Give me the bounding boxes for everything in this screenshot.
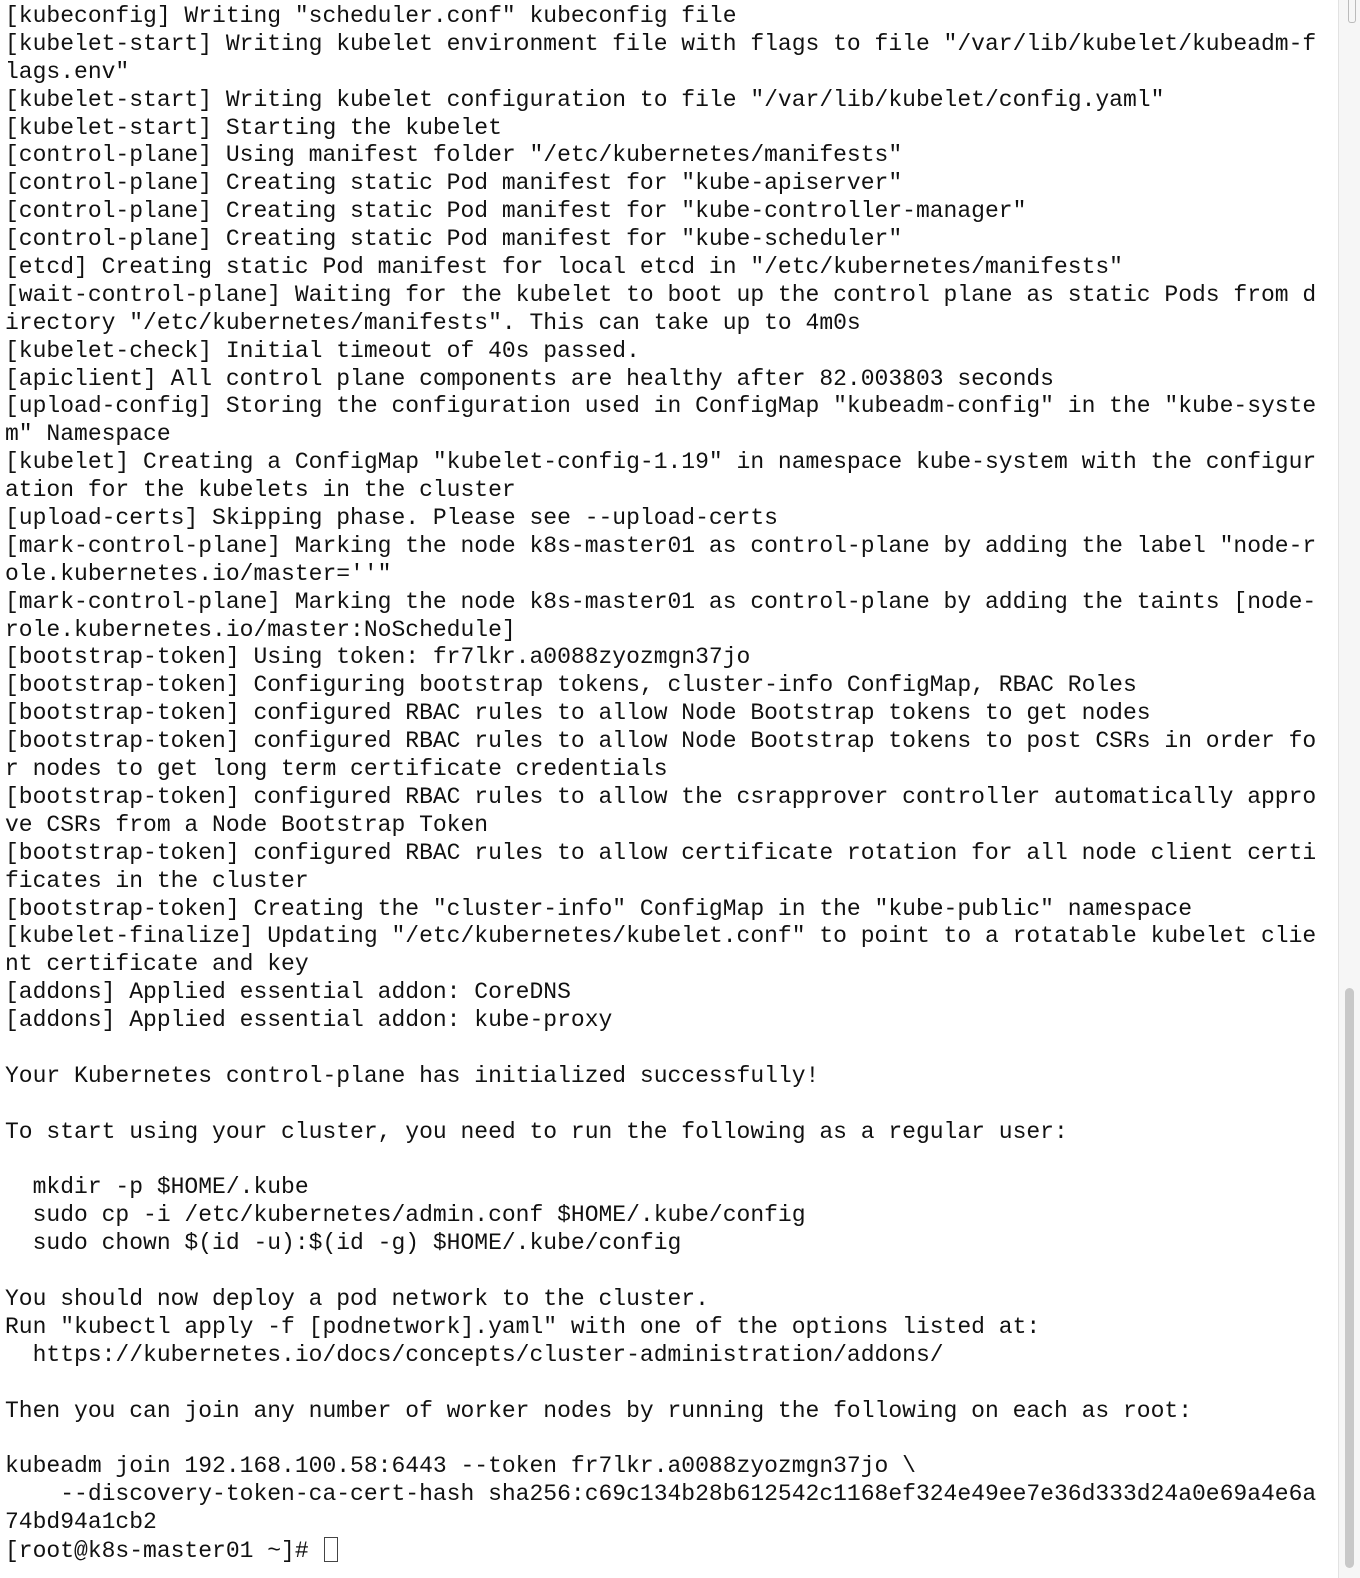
terminal-line: [kubeconfig] Writing "scheduler.conf" kubeconfig file: [5, 3, 737, 29]
terminal-line: [5, 1091, 1316, 1119]
terminal-line: To start using your cluster, you need to run the following as a regular user:: [5, 1118, 1068, 1145]
terminal-line: [control-plane] Creating static Pod manifest for "kube-apiserver": [5, 170, 903, 197]
terminal-line: [mark-control-plane] Marking the node k8s-master01 as control-plane by adding the label "node-r: [5, 532, 1317, 559]
terminal-line: ve CSRs from a Node Bootstrap Token: [5, 811, 489, 838]
terminal-line: You should now deploy a pod network to the cluster.: [5, 1285, 709, 1312]
terminal-line: 74bd94a1cb2: [5, 1509, 157, 1536]
terminal-line: role.kubernetes.io/master:NoSchedule]: [5, 616, 516, 643]
terminal-line: [5, 1258, 1316, 1286]
terminal-line: Run "kubectl apply -f [podnetwork].yaml" with one of the options listed at:: [5, 1313, 1041, 1340]
terminal-line: lags.env": [5, 58, 130, 85]
terminal-line: [apiclient] All control plane components are healthy after 82.003803 seconds: [5, 365, 1054, 392]
terminal-line: [5, 1370, 1316, 1398]
terminal-line: [etcd] Creating static Pod manifest for local etcd in "/etc/kubernetes/manifests": [5, 254, 1123, 281]
terminal-line: nt certificate and key: [5, 951, 309, 978]
terminal-line: [addons] Applied essential addon: kube-proxy: [5, 1007, 613, 1034]
terminal-line: https://kubernetes.io/docs/concepts/cluster-administration/addons/: [5, 1341, 944, 1368]
terminal-line: [addons] Applied essential addon: CoreDNS: [5, 979, 571, 1006]
terminal-line: [bootstrap-token] Creating the "cluster-info" ConfigMap in the "kube-public" namespace: [5, 895, 1192, 922]
terminal-line: kubeadm join 192.168.100.58:6443 --token fr7lkr.a0088zyozmgn37jo \: [5, 1453, 916, 1480]
terminal-line: [kubelet-check] Initial timeout of 40s passed.: [5, 337, 640, 364]
text-cursor: [324, 1537, 338, 1562]
terminal-line: --discovery-token-ca-cert-hash sha256:c69c134b28b612542c1168ef324e49ee7e36d333d24a0e69a4e6a: [5, 1481, 1317, 1508]
terminal-line: [upload-certs] Skipping phase. Please see --upload-certs: [5, 505, 778, 532]
terminal-line: [control-plane] Creating static Pod manifest for "kube-scheduler": [5, 226, 903, 253]
terminal-line: sudo cp -i /etc/kubernetes/admin.conf $HOME/.kube/config: [5, 1202, 806, 1229]
terminal-line: [5, 1035, 1316, 1063]
terminal-line: [bootstrap-token] Using token: fr7lkr.a0088zyozmgn37jo: [5, 644, 751, 671]
prompt-line[interactable]: [5, 1537, 1316, 1565]
terminal-line: [kubelet-start] Writing kubelet configuration to file "/var/lib/kubelet/config.yaml": [5, 86, 1165, 113]
terminal-line: [bootstrap-token] configured RBAC rules to allow Node Bootstrap tokens to post CSRs in order fo: [5, 728, 1317, 755]
terminal-line: [bootstrap-token] configured RBAC rules to allow the csrapprover controller automatically appro: [5, 783, 1317, 810]
terminal-line: [control-plane] Using manifest folder "/etc/kubernetes/manifests": [5, 142, 903, 169]
terminal-line: [bootstrap-token] Configuring bootstrap tokens, cluster-info ConfigMap, RBAC Roles: [5, 672, 1137, 699]
terminal-line: [kubelet-start] Starting the kubelet: [5, 114, 502, 141]
terminal-line: ation for the kubelets in the cluster: [5, 477, 516, 504]
terminal-line: [upload-config] Storing the configuration used in ConfigMap "kubeadm-config" in the "kube-syste: [5, 393, 1317, 420]
terminal-line: Your Kubernetes control-plane has initialized successfully!: [5, 1062, 820, 1089]
scrollbar-thumb[interactable]: [1345, 988, 1354, 1568]
terminal-line: mkdir -p $HOME/.kube: [5, 1174, 309, 1201]
terminal-line: Then you can join any number of worker nodes by running the following on each as root:: [5, 1397, 1192, 1424]
shell-prompt: [root@k8s-master01 ~]#: [5, 1537, 323, 1564]
terminal-line: [kubelet-finalize] Updating "/etc/kubernetes/kubelet.conf" to point to a rotatable kubelet clie: [5, 923, 1317, 950]
terminal-line: [kubelet] Creating a ConfigMap "kubelet-config-1.19" in namespace kube-system with the configur: [5, 449, 1317, 476]
terminal-output: [5, 3, 1316, 1565]
terminal-line: [control-plane] Creating static Pod manifest for "kube-controller-manager": [5, 198, 1027, 225]
terminal-line: [bootstrap-token] configured RBAC rules to allow Node Bootstrap tokens to get nodes: [5, 700, 1151, 727]
scrollbar-top-cap: [1348, 0, 1356, 23]
terminal-line: [wait-control-plane] Waiting for the kubelet to boot up the control plane as static Pods from d: [5, 281, 1317, 308]
terminal-line: irectory "/etc/kubernetes/manifests". This can take up to 4m0s: [5, 309, 861, 336]
terminal-line: [kubelet-start] Writing kubelet environment file with flags to file "/var/lib/kubelet/kubeadm-f: [5, 30, 1317, 57]
terminal-line: m" Namespace: [5, 421, 171, 448]
terminal-line: ole.kubernetes.io/master=''": [5, 560, 392, 587]
terminal-line: sudo chown $(id -u):$(id -g) $HOME/.kube/config: [5, 1230, 682, 1257]
terminal-line: r nodes to get long term certificate credentials: [5, 756, 668, 783]
terminal-line: [mark-control-plane] Marking the node k8s-master01 as control-plane by adding the taints [node-: [5, 588, 1317, 615]
terminal-line: [5, 1147, 1316, 1175]
terminal-line: [bootstrap-token] configured RBAC rules to allow certificate rotation for all node client certi: [5, 839, 1317, 866]
vertical-scrollbar[interactable]: [1338, 0, 1360, 1578]
terminal-line: ficates in the cluster: [5, 867, 309, 894]
terminal-line: [5, 1425, 1316, 1453]
